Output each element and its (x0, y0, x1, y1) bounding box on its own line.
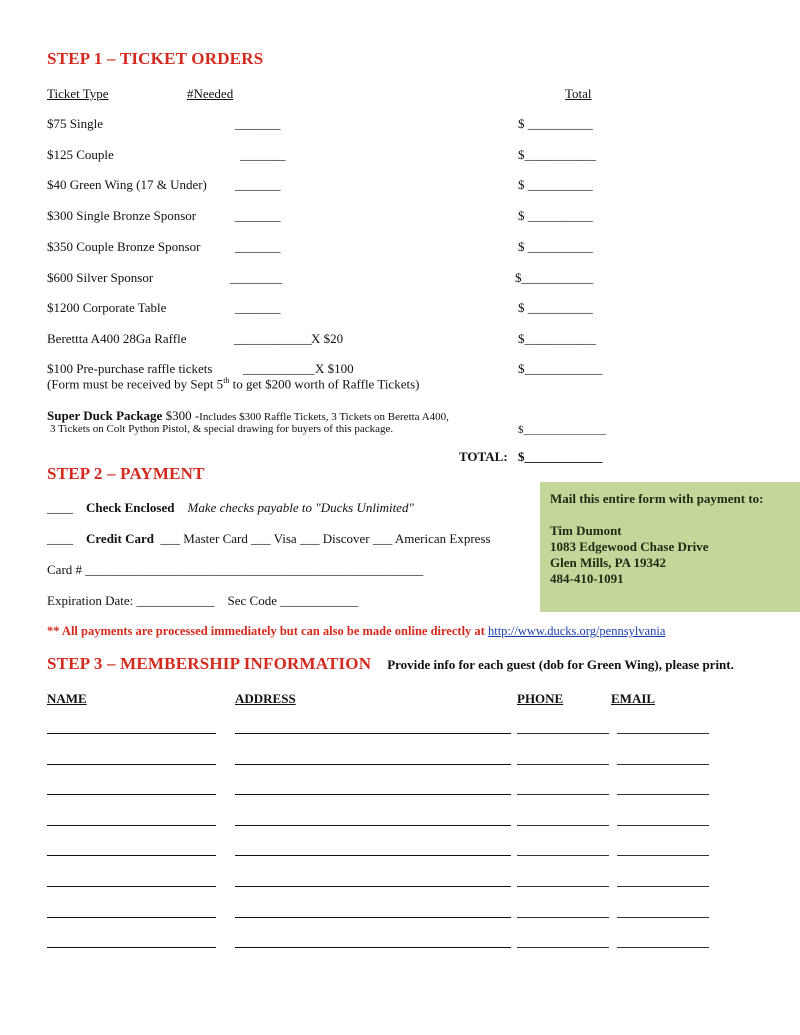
card-number-row (47, 562, 423, 578)
card-number-field[interactable]: ____________________________________________________ (85, 562, 424, 577)
mail-city: Glen Mills, PA 19342 (550, 555, 667, 570)
card-type-options[interactable]: ___ Master Card ___ Visa ___ Discover ___ American Express (160, 531, 491, 546)
credit-card-blank[interactable]: ____ (47, 531, 73, 546)
mail-info-box (540, 482, 800, 612)
name-line[interactable] (47, 733, 216, 734)
ticket-label: $1200 Corporate Table (47, 300, 167, 315)
mail-name: Tim Dumont (550, 523, 622, 538)
ticket-needed-field[interactable]: _______ (235, 208, 281, 223)
email-line[interactable] (617, 733, 709, 734)
phone-line[interactable] (517, 917, 609, 918)
ticket-label: $125 Couple (47, 147, 114, 162)
step2-heading: STEP 2 – PAYMENT (47, 464, 205, 483)
email-line[interactable] (617, 886, 709, 887)
address-line[interactable] (235, 794, 511, 795)
step3-subtitle: Provide info for each guest (dob for Green Wing), please print. (387, 657, 734, 672)
step1-heading: STEP 1 – TICKET ORDERS (47, 49, 264, 68)
name-line[interactable] (47, 794, 216, 795)
raffle-total-field[interactable]: $___________ (518, 331, 596, 346)
name-line[interactable] (47, 886, 216, 887)
ticket-needed-field[interactable]: _______ (235, 300, 281, 315)
check-note: Make checks payable to "Ducks Unlimited" (187, 500, 414, 515)
address-line[interactable] (235, 764, 511, 765)
col-total: Total (565, 86, 592, 101)
email-line[interactable] (617, 825, 709, 826)
phone-line[interactable] (517, 764, 609, 765)
prepurchase-multiplier: X $100 (315, 361, 354, 376)
name-line[interactable] (47, 825, 216, 826)
expiration-label: Expiration Date: (47, 593, 137, 608)
email-line[interactable] (617, 764, 709, 765)
phone-line[interactable] (517, 947, 609, 948)
address-line[interactable] (235, 917, 511, 918)
expiration-field[interactable]: ____________ (136, 593, 215, 608)
step3-header (47, 654, 734, 674)
address-line[interactable] (235, 855, 511, 856)
name-line[interactable] (47, 855, 216, 856)
address-line[interactable] (235, 733, 511, 734)
email-line[interactable] (617, 917, 709, 918)
check-label: Check Enclosed (86, 500, 175, 515)
ticket-needed-field[interactable]: ________ (230, 270, 282, 285)
mail-title: Mail this entire form with payment to: (550, 491, 764, 506)
prepurchase-label: $100 Pre-purchase raffle tickets (47, 361, 213, 376)
credit-card-row (47, 531, 491, 547)
ticket-label: $300 Single Bronze Sponsor (47, 208, 197, 223)
raffle-needed-field[interactable]: ____________ (234, 331, 312, 346)
name-line[interactable] (47, 947, 216, 948)
email-line[interactable] (617, 947, 709, 948)
phone-line[interactable] (517, 733, 609, 734)
name-line[interactable] (47, 764, 216, 765)
ticket-needed-field[interactable]: _______ (235, 116, 281, 131)
email-line[interactable] (617, 794, 709, 795)
col-phone: PHONE (517, 691, 564, 706)
col-needed: #Needed (187, 86, 234, 101)
super-duck-line2: 3 Tickets on Colt Python Pistol, & special drawing for buyers of this package. (50, 423, 394, 435)
credit-card-label: Credit Card (86, 531, 155, 546)
name-line[interactable] (47, 917, 216, 918)
check-blank[interactable]: ____ (47, 500, 73, 515)
ticket-label: $75 Single (47, 116, 103, 131)
expiration-row (47, 593, 358, 609)
ticket-total-field[interactable]: $___________ (518, 147, 596, 162)
prepurchase-needed-field[interactable]: ___________ (243, 361, 315, 376)
mail-phone: 484-410-1091 (550, 571, 624, 586)
grand-total-field[interactable]: $____________ (518, 449, 603, 464)
mail-street: 1083 Edgewood Chase Drive (550, 539, 709, 554)
total-label: TOTAL: (459, 449, 508, 464)
phone-line[interactable] (517, 825, 609, 826)
payment-note: ** All payments are processed immediately but can also be made online directly at http://www.ducks.org/pennsylvania (47, 624, 666, 638)
ticket-needed-field[interactable]: _______ (235, 239, 281, 254)
ducks-link[interactable]: http://www.ducks.org/pennsylvania (487, 624, 666, 638)
super-duck-total-field[interactable]: $_______________ (518, 424, 606, 436)
card-number-label: Card # (47, 562, 86, 577)
prepurchase-note: (Form must be received by Sept 5th to get $200 worth of Raffle Tickets) (47, 376, 420, 392)
ticket-label: $350 Couple Bronze Sponsor (47, 239, 201, 254)
ticket-total-field[interactable]: $ __________ (518, 116, 593, 131)
phone-line[interactable] (517, 886, 609, 887)
email-line[interactable] (617, 855, 709, 856)
sec-code-label: Sec Code (227, 593, 281, 608)
ticket-total-field[interactable]: $ __________ (518, 239, 593, 254)
address-line[interactable] (235, 947, 511, 948)
ticket-total-field[interactable]: $___________ (515, 270, 593, 285)
address-line[interactable] (235, 886, 511, 887)
phone-line[interactable] (517, 855, 609, 856)
ticket-total-field[interactable]: $ __________ (518, 208, 593, 223)
raffle-multiplier: X $20 (311, 331, 344, 346)
prepurchase-total-field[interactable]: $____________ (518, 361, 603, 376)
col-email: EMAIL (611, 691, 656, 706)
phone-line[interactable] (517, 794, 609, 795)
ticket-needed-field[interactable]: _______ (235, 177, 281, 192)
raffle-label: Berettta A400 28Ga Raffle (47, 331, 187, 346)
ticket-needed-field[interactable]: _______ (240, 147, 286, 162)
col-ticket-type: Ticket Type (47, 86, 109, 101)
sec-code-field[interactable]: ____________ (280, 593, 359, 608)
ticket-label: $600 Silver Sponsor (47, 270, 154, 285)
col-name: NAME (47, 691, 87, 706)
col-address: ADDRESS (235, 691, 296, 706)
super-duck-line1: Super Duck Package $300 -Includes $300 Raffle Tickets, 3 Tickets on Beretta A400, (47, 408, 449, 423)
address-line[interactable] (235, 825, 511, 826)
step3-heading: STEP 3 – MEMBERSHIP INFORMATION (47, 654, 372, 673)
ticket-total-field[interactable]: $ __________ (518, 177, 593, 192)
check-row (47, 500, 414, 516)
ticket-total-field[interactable]: $ __________ (518, 300, 593, 315)
ticket-label: $40 Green Wing (17 & Under) (47, 177, 207, 192)
